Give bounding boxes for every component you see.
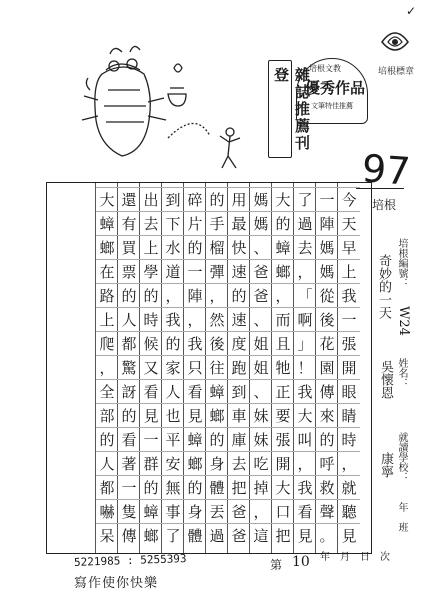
grid-cell: 的: [140, 475, 162, 500]
grid-cell: 救: [316, 475, 338, 500]
essay-title: 奇妙的一天: [376, 254, 391, 319]
grid-cell: 的: [184, 475, 206, 500]
grid-cell: 早: [338, 235, 360, 260]
grid-column: [293, 183, 316, 553]
school-value: 康寧: [378, 452, 393, 478]
grid-cell: 這: [250, 523, 272, 548]
grid-cell: 、: [250, 307, 272, 332]
brand-logo: [376, 22, 414, 82]
grid-cell: ，: [272, 283, 294, 308]
grid-cell: 叫: [294, 427, 316, 452]
grid-cell: 看: [118, 427, 140, 452]
grid-cell: 聲: [316, 499, 338, 524]
grid-cell: 無: [162, 475, 184, 500]
grid-cell: 且: [272, 331, 294, 356]
grid-cell: 下: [162, 211, 184, 236]
grid-cell: 花: [316, 331, 338, 356]
grid-cell: 群: [140, 451, 162, 476]
grid-cell: 螂: [272, 259, 294, 284]
grid-cell: 。: [316, 523, 338, 548]
grid-cell: 有: [118, 211, 140, 236]
grid-cell: 出: [140, 187, 162, 212]
grid-cell: 用: [228, 187, 250, 212]
student-info-panel: [372, 230, 418, 560]
date-line: 年 月 日 次: [320, 552, 390, 563]
grid-cell: 、: [250, 379, 272, 404]
grid-cell: 人: [162, 379, 184, 404]
badge-sub-text: 文筆特佳推薦: [311, 102, 353, 110]
grid-cell: 大: [294, 403, 316, 428]
grid-cell: 學: [140, 259, 162, 284]
grid-cell: 候: [140, 331, 162, 356]
grid-cell: 也: [162, 403, 184, 428]
grid-cell: 一: [316, 187, 338, 212]
grid-cell: 口: [272, 499, 294, 524]
grid-cell: 的: [162, 331, 184, 356]
grid-cell: 見: [338, 523, 360, 548]
grid-cell: 去: [228, 451, 250, 476]
grid-cell: 見: [294, 523, 316, 548]
grid-cell: 爬: [96, 331, 118, 356]
grid-column: [183, 183, 206, 553]
badge-top-text: 培根文教: [309, 64, 341, 73]
grid-column: [117, 183, 140, 553]
grid-cell: 道: [162, 259, 184, 284]
grid-cell: 最: [228, 211, 250, 236]
grid-cell: 陣: [184, 283, 206, 308]
grid-cell: 的: [206, 427, 228, 452]
grid-cell: 的: [316, 427, 338, 452]
grid-cell: 媽: [316, 259, 338, 284]
grid-cell: 路: [96, 283, 118, 308]
grid-column: [161, 183, 184, 553]
grid-cell: 陣: [316, 211, 338, 236]
grid-cell: 了: [162, 523, 184, 548]
grid-cell: 身: [184, 499, 206, 524]
grid-column: [271, 183, 294, 553]
recommend-stamp: [268, 60, 311, 158]
grid-cell: 要: [272, 403, 294, 428]
badge-main-text: 優秀作品: [305, 79, 366, 97]
grid-cell: 速: [228, 259, 250, 284]
grid-cell: 蟑: [272, 235, 294, 260]
grid-cell: 體: [184, 523, 206, 548]
grid-cell: 的: [206, 187, 228, 212]
grid-cell: 事: [162, 499, 184, 524]
grid-cell: 大: [96, 187, 118, 212]
grid-cell: 媽: [250, 211, 272, 236]
grid-cell: 一: [140, 427, 162, 452]
grid-cell: 我: [162, 307, 184, 332]
grid-cell: 我: [294, 379, 316, 404]
number-label: 培根編號：: [396, 238, 407, 288]
grid-cell: 大: [272, 187, 294, 212]
grid-cell: 掉: [250, 475, 272, 500]
grid-cell: 一: [184, 259, 206, 284]
grid-column: [249, 183, 272, 553]
grid-cell: 開: [272, 451, 294, 476]
grid-cell: 嚇: [96, 499, 118, 524]
grid-cell: 水: [162, 235, 184, 260]
grid-cell: 手: [206, 211, 228, 236]
grid-cell: 快: [228, 235, 250, 260]
grid-column: [337, 183, 360, 553]
grid-cell: 眼: [338, 379, 360, 404]
grid-cell: ，: [184, 307, 206, 332]
grid-cell: 都: [118, 331, 140, 356]
grid-cell: 往: [206, 355, 228, 380]
grid-cell: 家: [162, 355, 184, 380]
grid-cell: 螂: [206, 403, 228, 428]
grid-cell: 全: [96, 379, 118, 404]
grid-cell: 著: [118, 451, 140, 476]
phone-numbers: 5221985 : 5255393: [73, 552, 187, 569]
grid-cell: 張: [338, 331, 360, 356]
grid-cell: 榴: [206, 235, 228, 260]
grid-cell: 聽: [338, 499, 360, 524]
grid-cell: 爸: [228, 523, 250, 548]
grid-cell: 買: [118, 235, 140, 260]
recommend-stamp-text: 雜誌推薦刊登: [272, 67, 311, 152]
grid-cell: 爸: [250, 259, 272, 284]
grid-cell: 安: [162, 451, 184, 476]
grid-cell: 的: [184, 235, 206, 260]
grid-cell: 的: [228, 283, 250, 308]
class-label: 年 班: [396, 502, 407, 532]
grid-cell: 我: [294, 475, 316, 500]
grid-cell: 大: [272, 475, 294, 500]
grid-cell: 螂: [140, 523, 162, 548]
grid-cell: 訝: [118, 379, 140, 404]
grid-cell: 見: [140, 403, 162, 428]
brand-logo-icon: [376, 22, 414, 62]
grid-column: [95, 183, 118, 553]
grid-cell: 、: [250, 235, 272, 260]
grid-cell: 丟: [206, 499, 228, 524]
grid-cell: 車: [228, 403, 250, 428]
brand-caption: 培根標章: [377, 67, 414, 77]
grid-cell: ！: [294, 355, 316, 380]
grid-cell: 的: [118, 283, 140, 308]
grid-cell: 蟑: [206, 379, 228, 404]
grid-cell: 一: [338, 307, 360, 332]
grid-cell: 把: [272, 523, 294, 548]
grid-cell: 我: [184, 331, 206, 356]
grid-cell: 來: [316, 403, 338, 428]
grid-cell: 螂: [184, 451, 206, 476]
grid-cell: 蟑: [140, 499, 162, 524]
excellent-work-badge: [296, 58, 368, 124]
grid-cell: 的: [118, 403, 140, 428]
grid-cell: 人: [118, 307, 140, 332]
grid-cell: 正: [272, 379, 294, 404]
grid-column: [139, 183, 162, 553]
grid-cell: 過: [206, 523, 228, 548]
grid-cell: 只: [184, 355, 206, 380]
grid-cell: 爸: [228, 499, 250, 524]
grid-cell: 又: [140, 355, 162, 380]
grid-cell: 今: [338, 187, 360, 212]
grid-cell: 天: [338, 211, 360, 236]
grid-cell: 園: [316, 355, 338, 380]
grid-cell: 票: [118, 259, 140, 284]
grid-cell: 的: [140, 283, 162, 308]
name-label: 姓名：: [396, 358, 407, 388]
grid-cell: 從: [316, 283, 338, 308]
grid-column: [227, 183, 250, 553]
grid-column: [205, 183, 228, 553]
grid-cell: 而: [272, 307, 294, 332]
check-mark: ✓: [406, 4, 417, 18]
grid-cell: 後: [206, 331, 228, 356]
grid-cell: 跑: [228, 355, 250, 380]
grid-cell: 了: [294, 187, 316, 212]
grid-cell: 傳: [118, 523, 140, 548]
grid-cell: 把: [228, 475, 250, 500]
grid-cell: 吃: [250, 451, 272, 476]
grid-cell: 姐: [250, 331, 272, 356]
grid-cell: 驚: [118, 355, 140, 380]
teacher-signature: 培根: [372, 198, 397, 212]
grid-cell: 媽: [250, 187, 272, 212]
grid-cell: 上: [96, 307, 118, 332]
grid-cell: 平: [162, 427, 184, 452]
school-label: 就讀學校：: [396, 432, 407, 482]
grid-cell: ，: [96, 355, 118, 380]
grid-cell: 人: [96, 451, 118, 476]
grid-column: [315, 183, 338, 553]
grid-cell: 爸: [250, 283, 272, 308]
grid-cell: 速: [228, 307, 250, 332]
grid-cell: 碎: [184, 187, 206, 212]
writing-grid: [46, 182, 372, 554]
grid-cell: 身: [206, 451, 228, 476]
grid-cell: 螂: [96, 235, 118, 260]
hand-drawn-illustration: [70, 40, 260, 180]
grid-cell: 體: [206, 475, 228, 500]
grid-cell: 部: [96, 403, 118, 428]
grid-cell: 隻: [118, 499, 140, 524]
grid-cell: ，: [338, 451, 360, 476]
grid-cell: 姐: [250, 355, 272, 380]
grid-cell: 看: [184, 379, 206, 404]
grid-cell: 時: [140, 307, 162, 332]
grid-cell: 然: [206, 307, 228, 332]
page-prefix: 第: [270, 558, 283, 572]
grid-cell: 蟑: [184, 427, 206, 452]
grid-cell: 就: [338, 475, 360, 500]
grid-cell: 到: [228, 379, 250, 404]
grid-cell: 後: [316, 307, 338, 332]
grid-cell: ，: [206, 283, 228, 308]
grid-cell: 還: [118, 187, 140, 212]
grid-cell: ，: [250, 499, 272, 524]
grid-cell: 妹: [250, 403, 272, 428]
grid-cell: 我: [338, 283, 360, 308]
grid-cell: 呆: [96, 523, 118, 548]
grid-cell: 看: [294, 499, 316, 524]
grid-cell: 彈: [206, 259, 228, 284]
score-value: 97: [360, 146, 412, 194]
grid-cell: 一: [118, 475, 140, 500]
page-number: 10: [292, 554, 310, 570]
grid-cell: 」: [294, 331, 316, 356]
grid-cell: 在: [96, 259, 118, 284]
name-value: 吳懷恩: [378, 360, 393, 399]
grid-cell: 妹: [250, 427, 272, 452]
grid-cell: 去: [140, 211, 162, 236]
grid-cell: 片: [184, 211, 206, 236]
number-value: W24: [396, 306, 411, 336]
grid-cell: 「: [294, 283, 316, 308]
grid-cell: 睛: [338, 403, 360, 428]
grid-cell: 開: [338, 355, 360, 380]
grid-cell: 去: [294, 235, 316, 260]
grid-cell: 看: [140, 379, 162, 404]
grid-cell: 度: [228, 331, 250, 356]
grid-cell: 時: [338, 427, 360, 452]
page-number-area: [270, 554, 310, 573]
grid-cell: 上: [140, 235, 162, 260]
grid-cell: 見: [184, 403, 206, 428]
grid-cell: 蟑: [96, 211, 118, 236]
grid-cell: ，: [294, 451, 316, 476]
grid-cell: 到: [162, 187, 184, 212]
grid-cell: 啊: [294, 307, 316, 332]
grid-cell: 傳: [316, 379, 338, 404]
grid-cell: 牠: [272, 355, 294, 380]
grid-cell: 庫: [228, 427, 250, 452]
grid-cell: ，: [162, 283, 184, 308]
grid-cell: 都: [96, 475, 118, 500]
grid-cell: 的: [272, 211, 294, 236]
grid-cell: 上: [338, 259, 360, 284]
slogan: 寫作使你快樂: [74, 576, 159, 591]
grid-cell: 過: [294, 211, 316, 236]
grid-cell: 張: [272, 427, 294, 452]
grid-cell: ，: [294, 259, 316, 284]
grid-cell: 媽: [316, 235, 338, 260]
grid-cell: 的: [96, 427, 118, 452]
grid-cell: 呼: [316, 451, 338, 476]
